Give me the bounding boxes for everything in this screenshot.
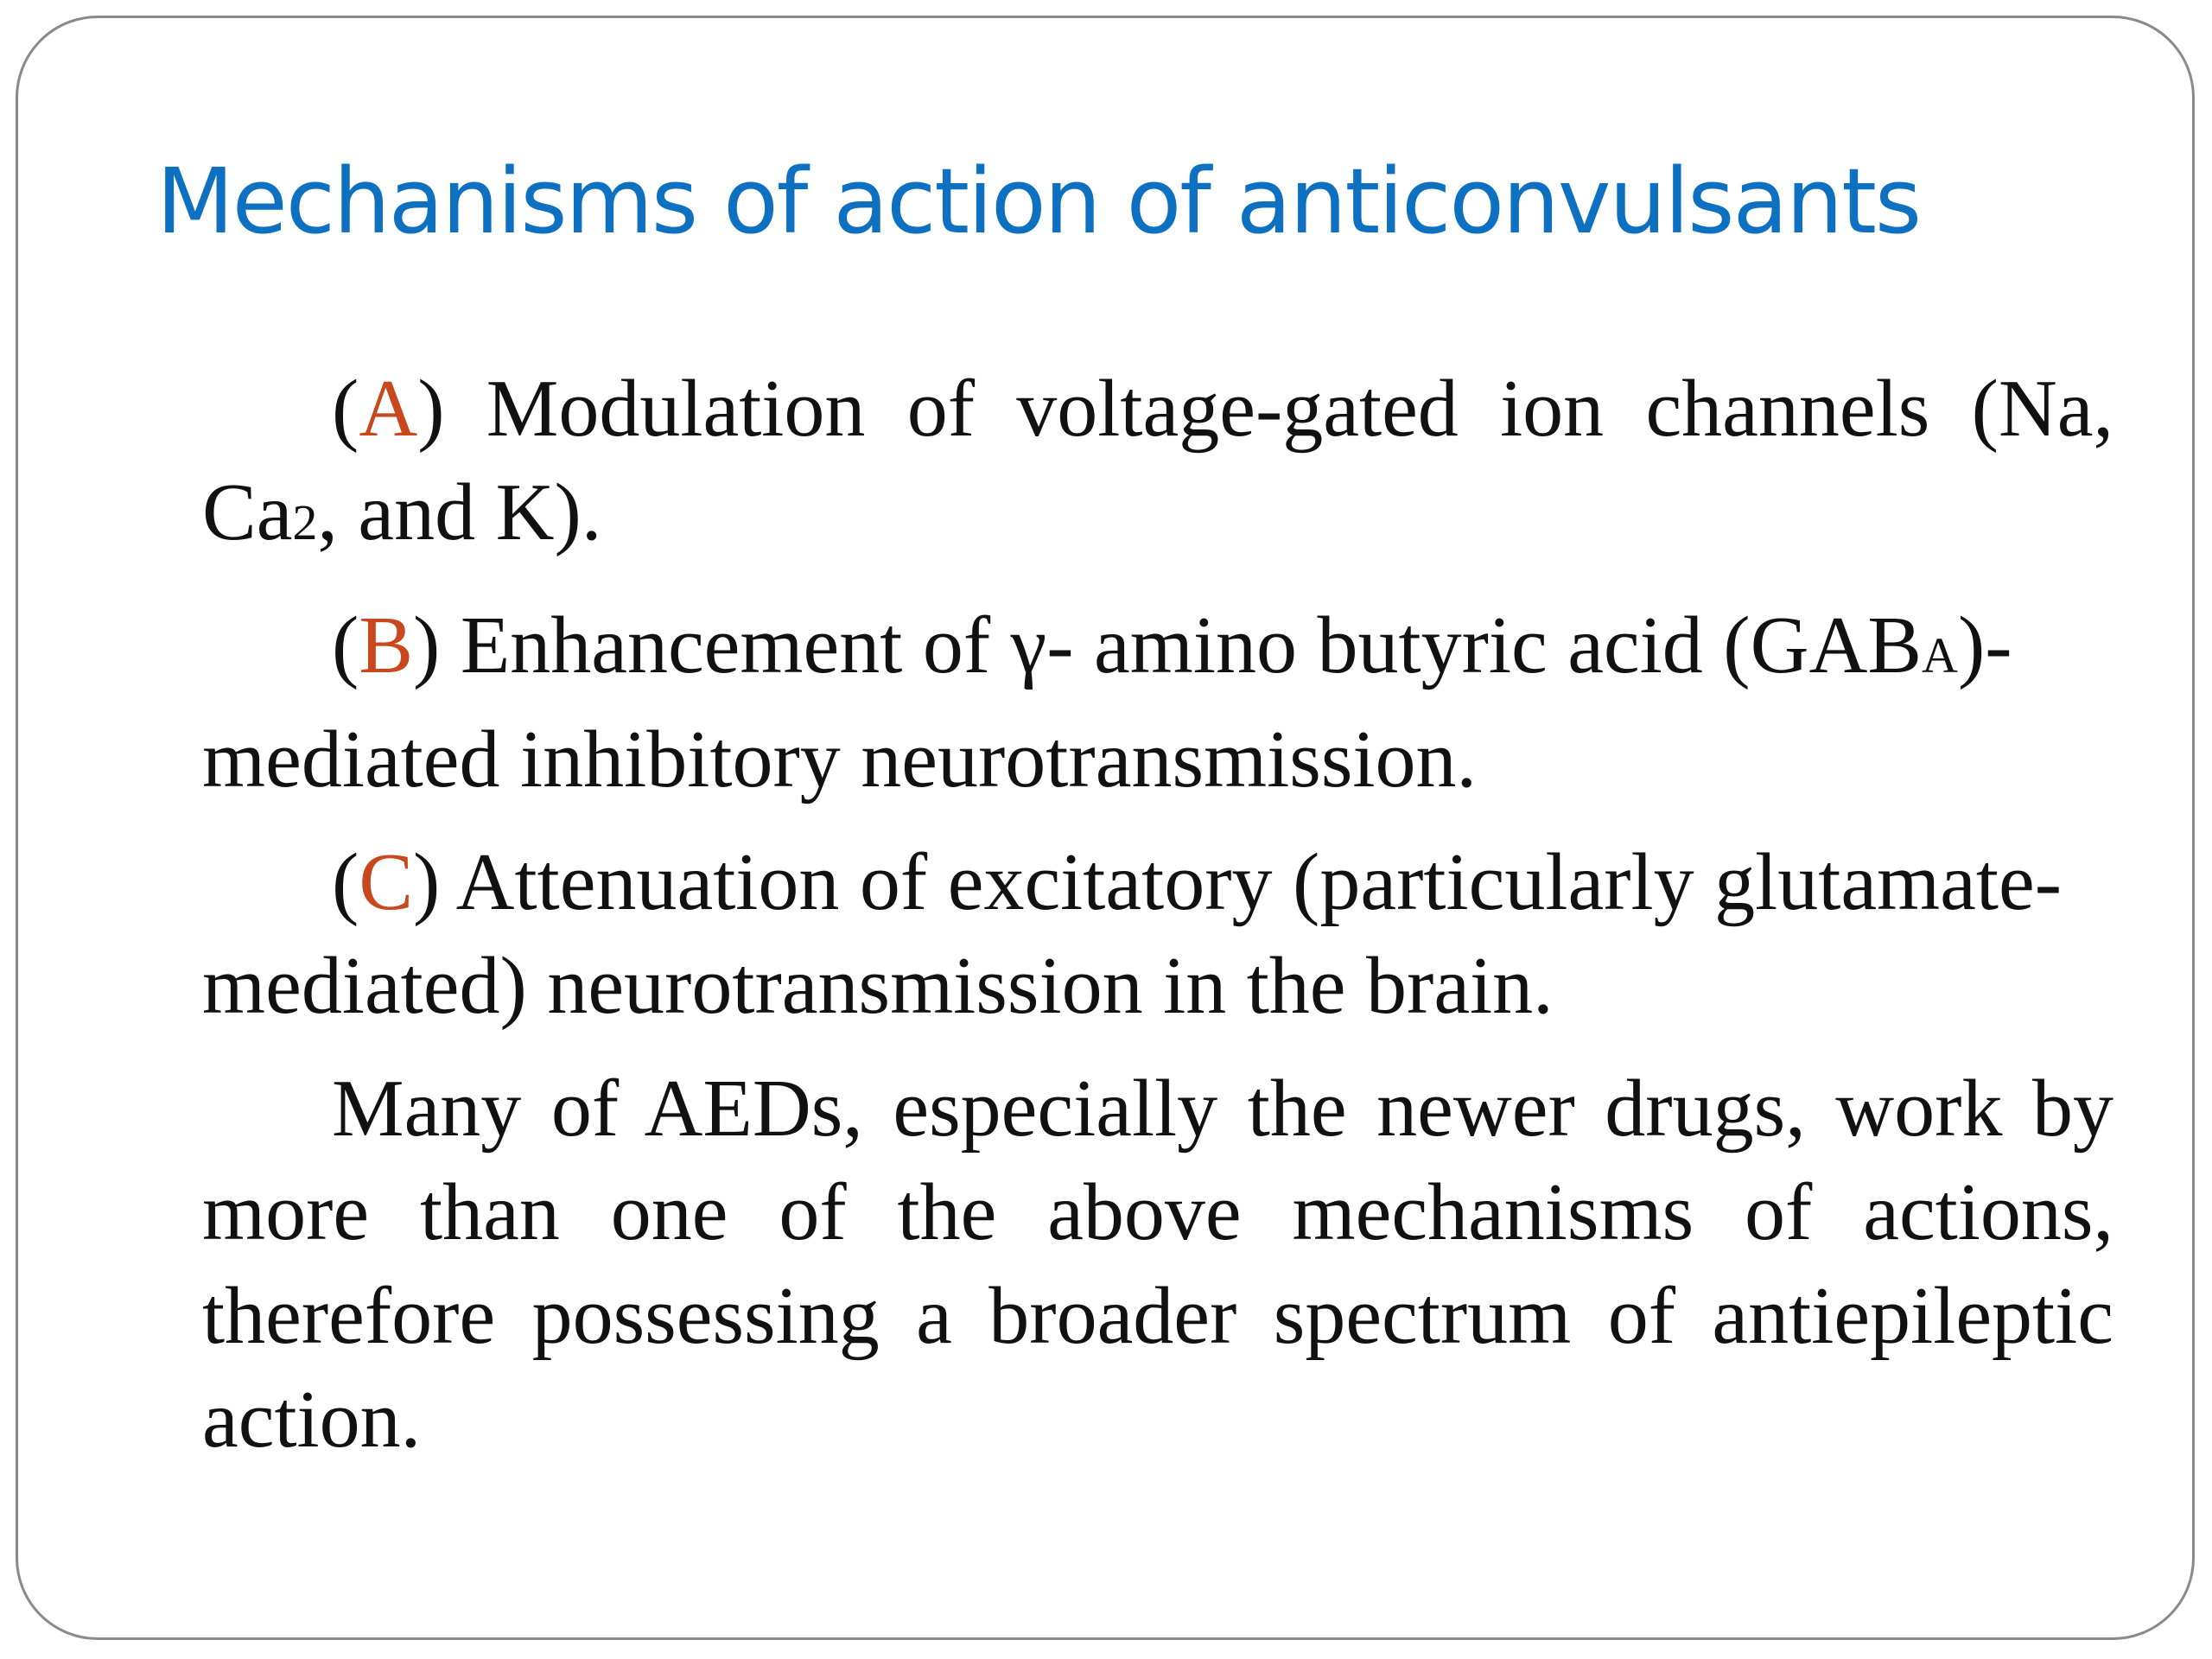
mechanism-a	[202, 357, 2113, 575]
mechanism-b-letter: B	[359, 601, 414, 690]
mechanism-a-open-paren: (	[332, 364, 359, 454]
slide-frame	[16, 16, 2195, 1640]
mechanism-a-rest: , and K).	[317, 467, 602, 557]
mechanism-c	[202, 830, 2113, 1038]
summary-paragraph: Many of AEDs, especially the newer drugs, work by more than one of the above mechanisms of actions, therefore possessing a broader spectrum of antiepileptic action.	[202, 1064, 2113, 1465]
mechanism-b-text: ) Enhancement of γ- amino butyric acid (GAB	[413, 601, 1923, 690]
mechanism-c-text: ) Attenuation of excitatory (particularly glutamate-mediated) neurotransmission in the brain.	[202, 837, 2063, 1031]
mechanism-a-letter: A	[359, 364, 418, 454]
mechanism-c-letter: C	[359, 837, 414, 927]
mechanism-c-open-paren: (	[332, 837, 359, 927]
mechanism-b-subscript: A	[1922, 627, 1958, 683]
slide-title: Mechanisms of action of anticonvulsants	[156, 149, 1921, 254]
mechanism-a-subscript: 2	[292, 494, 318, 550]
slide-body	[202, 357, 2113, 1491]
mechanism-a-text: ) Modulation of voltage-gated ion channels (Na, Ca	[202, 364, 2113, 557]
mechanism-b	[202, 594, 2113, 811]
mechanism-b-open-paren: (	[332, 601, 359, 690]
mechanism-b-rest: )-mediated inhibitory neurotransmission.	[202, 601, 2012, 804]
